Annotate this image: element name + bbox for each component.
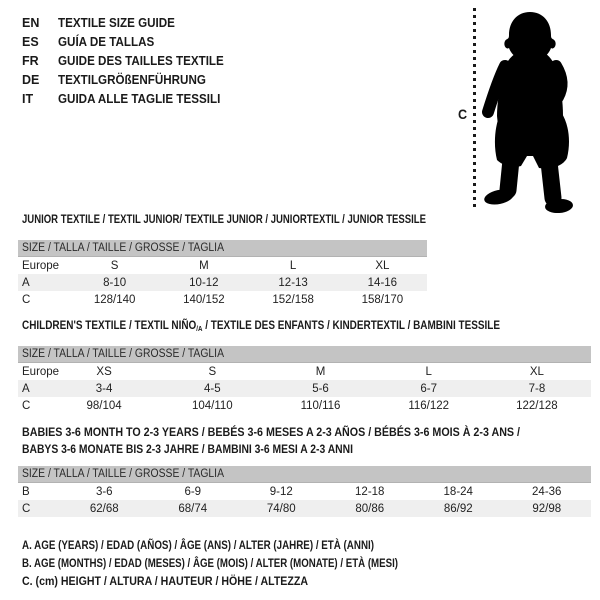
row-label: C [22, 293, 31, 306]
legend-note-line [22, 554, 487, 572]
table-row [18, 274, 427, 291]
table-title-text [22, 319, 500, 335]
row-label: Europe [22, 365, 60, 378]
title-subscript: /A [196, 324, 203, 334]
title-segment: / TEXTILE DES ENFANTS / KINDERTEXTIL / BAMBINI TESSILE [202, 318, 501, 332]
row-label: C [22, 399, 31, 412]
babies-textile-section [18, 423, 591, 517]
table-cell: L [425, 365, 432, 378]
height-dashed-line [473, 8, 476, 208]
table-row [18, 380, 591, 397]
table-row [18, 363, 591, 380]
table-cell: 24-36 [532, 485, 562, 498]
table-cell: S [110, 259, 119, 272]
table-cell: 18-24 [443, 485, 473, 498]
title-segment: BABYS 3-6 MONATE BIS 2-3 JAHRE / BAMBINI 3-6 MESI A 2-3 ANNI [22, 442, 353, 456]
table-cell: 68/74 [178, 502, 208, 515]
table-cell: S [208, 365, 217, 378]
table-title-text [22, 441, 353, 458]
row-label: Europe [22, 259, 60, 272]
language-row [22, 32, 236, 51]
table-cell: 9-12 [269, 485, 293, 498]
table-cell: 7-8 [528, 382, 546, 395]
size-header-label: SIZE / TALLA / TAILLE / GRÖSSE / TAGLIA [22, 348, 224, 360]
table-cell: 62/68 [89, 502, 119, 515]
language-row [22, 89, 236, 108]
table-cell: 158/170 [361, 293, 404, 306]
table-title-line [22, 318, 591, 334]
table-cell: 12-13 [278, 276, 308, 289]
legend-note-text: A. AGE (YEARS) / EDAD (AÑOS) / ÂGE (ANS) / ALTER (JAHRE) / ETÀ (ANNI) [22, 538, 374, 552]
table-cell: 3-6 [95, 485, 113, 498]
table-cell: 128/140 [93, 293, 136, 306]
language-code: IT [22, 91, 34, 106]
language-row [22, 13, 236, 32]
legend-note-text: C. (cm) HEIGHT / ALTURA / HAUTEUR / HÖHE / ALTEZZA [22, 574, 308, 588]
size-header-label: SIZE / TALLA / TAILLE / GRÖSSE / TAGLIA [22, 242, 224, 254]
table-row [18, 291, 427, 308]
language-code: DE [22, 72, 40, 87]
language-title-list [22, 13, 236, 108]
title-segment: BABIES 3-6 MONTH TO 2-3 YEARS / BEBÉS 3-6 MESES A 2-3 AÑOS / BÉBÉS 3-6 MOIS À 2-3 ANS / [22, 425, 520, 439]
row-label: A [22, 382, 30, 395]
table-cell: 152/158 [272, 293, 314, 306]
table-title-text [22, 424, 520, 441]
table-cell: 98/104 [86, 399, 122, 412]
table-cell: 140/152 [183, 293, 225, 306]
language-code: EN [22, 15, 40, 30]
junior-textile-section [18, 212, 427, 308]
table-cell: 5-6 [312, 382, 329, 395]
legend-note-text: B. AGE (MONTHS) / EDAD (MESES) / ÂGE (MOIS) / ALTER (MONATE) / ETÀ (MESI) [22, 556, 398, 570]
row-label: C [22, 502, 31, 515]
table-row [18, 483, 591, 500]
language-title: GUÍA DE TALLAS [58, 34, 155, 49]
table-title [22, 423, 591, 457]
table-cell: 10-12 [189, 276, 219, 289]
table-cell: XL [529, 365, 544, 378]
language-title: GUIDA ALLE TAGLIE TESSILI [58, 91, 221, 106]
table-cell: M [315, 365, 326, 378]
table-row [18, 397, 591, 414]
title-segment: CHILDREN'S TEXTILE / TEXTIL NIÑO [22, 318, 197, 332]
size-header-label: SIZE / TALLA / TAILLE / GRÖSSE / TAGLIA [22, 468, 224, 480]
row-label: A [22, 276, 30, 289]
size-header-band [18, 346, 591, 363]
table-cell: 4-5 [203, 382, 221, 395]
table-row [18, 257, 427, 274]
table-title-line [22, 423, 591, 440]
toddler-silhouette-icon [481, 4, 593, 216]
table-title-text [22, 213, 426, 226]
table-row [18, 500, 591, 517]
table-cell: 116/122 [408, 399, 450, 412]
table-cell: 12-18 [355, 485, 385, 498]
language-title: TEXTILE SIZE GUIDE [58, 15, 175, 30]
table-cell: 8-10 [103, 276, 127, 289]
table-title-line [22, 440, 591, 457]
table-cell: M [199, 259, 209, 272]
language-row [22, 70, 236, 89]
language-code: ES [22, 34, 39, 49]
table-cell: L [289, 259, 297, 272]
table-cell: 80/86 [355, 502, 385, 515]
table-cell: 14-16 [367, 276, 398, 289]
table-cell: 3-4 [95, 382, 113, 395]
legend-note-line [22, 536, 487, 554]
table-cell: 6-7 [420, 382, 438, 395]
table-cell: 86/92 [443, 502, 473, 515]
table-cell: XS [96, 365, 112, 378]
height-label-c: C [458, 106, 468, 122]
size-header-band [18, 240, 427, 257]
legend-notes [22, 536, 487, 590]
table-cell: 92/98 [532, 502, 562, 515]
table-cell: 74/80 [266, 502, 296, 515]
legend-note-line [22, 572, 487, 590]
table-cell: 6-9 [184, 485, 202, 498]
language-title: TEXTILGRÖßENFÜHRUNG [58, 72, 206, 87]
language-row [22, 51, 236, 70]
table-cell: XL [375, 259, 390, 272]
childrens-textile-section [18, 318, 591, 414]
table-cell: 122/128 [516, 399, 558, 412]
language-title: GUIDE DES TAILLES TEXTILE [58, 53, 224, 68]
table-title [22, 318, 591, 334]
title-segment: JUNIOR TEXTILE / TEXTIL JUNIOR/ TEXTILE JUNIOR / JUNIORTEXTIL / JUNIOR TESSILE [22, 212, 426, 226]
language-code: FR [22, 53, 39, 68]
size-header-band [18, 466, 591, 483]
table-cell: 104/110 [191, 399, 233, 412]
table-cell: 110/116 [300, 399, 341, 412]
table-title [22, 212, 427, 225]
table-title-line [22, 212, 427, 225]
row-label: B [22, 485, 30, 498]
